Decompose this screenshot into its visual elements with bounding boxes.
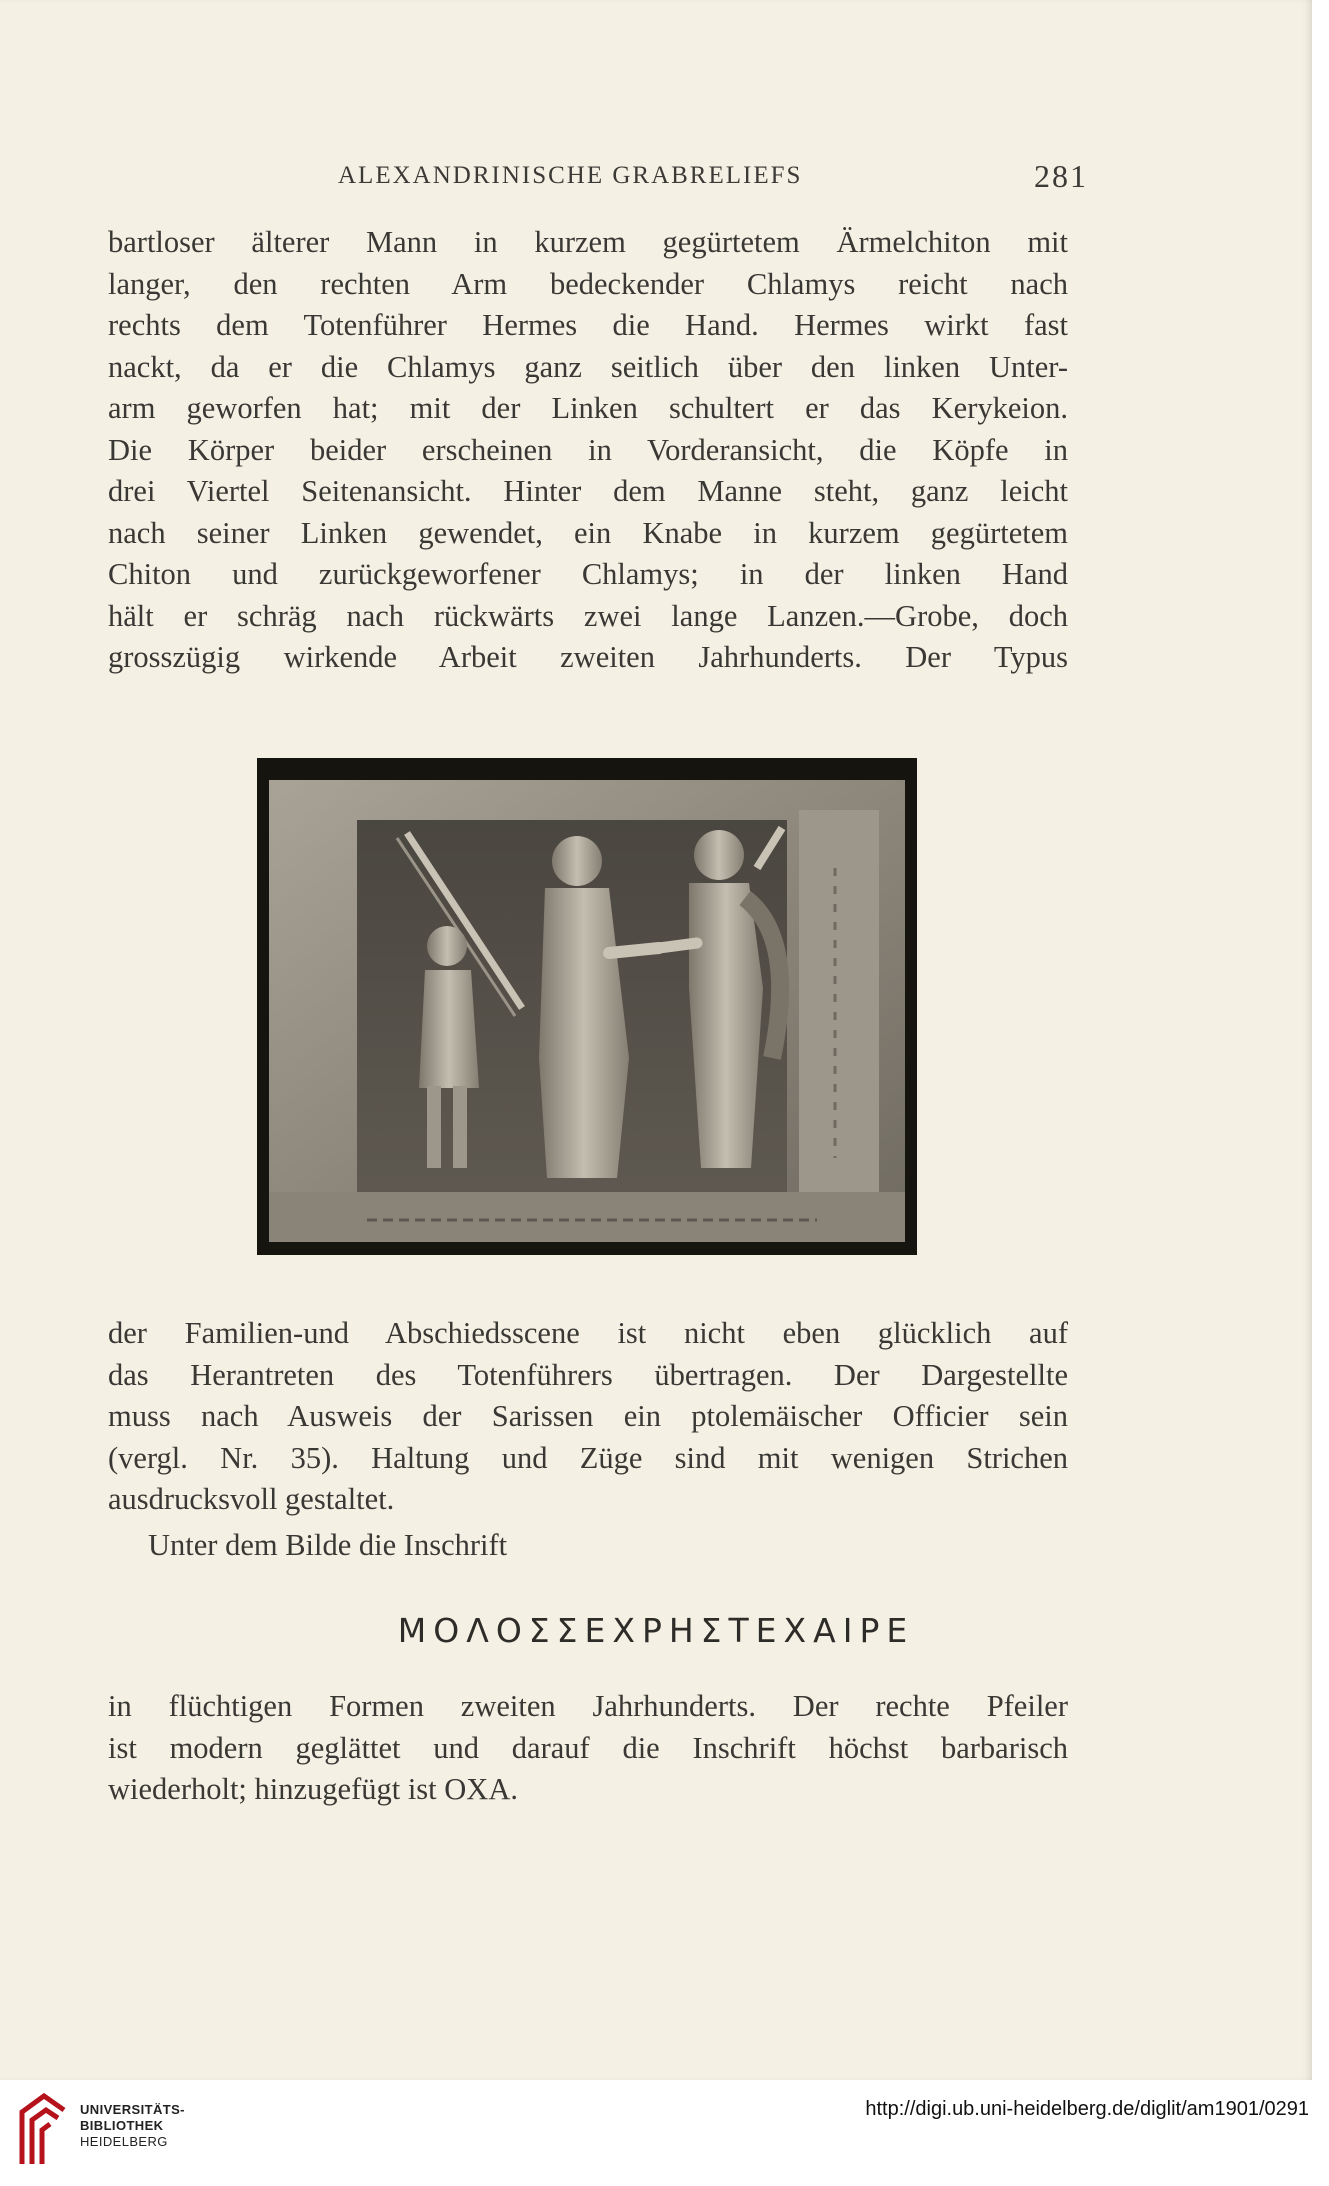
text-line: in flüchtigen Formen zweiten Jahrhunderts. Der rechte Pfeiler	[108, 1689, 1068, 1723]
text-line: der Familien-und Abschiedsscene ist nicht eben glücklich auf	[108, 1316, 1068, 1350]
body-paragraph-1	[108, 222, 1068, 679]
page-header	[108, 156, 1088, 196]
library-name-line: BIBLIOTHEK	[80, 2118, 164, 2133]
text-line last-line: wiederholt; hinzugefügt ist ΟΧΑ.	[108, 1772, 518, 1806]
library-name-line: HEIDELBERG	[80, 2134, 168, 2149]
body-paragraph-2	[108, 1313, 1068, 1521]
text-line last-line: ausdrucksvoll gestaltet.	[108, 1482, 395, 1516]
body-paragraph-3: Unter dem Bilde die Inschrift	[148, 1528, 508, 1562]
text-line: bartloser älterer Mann in kurzem gegürtetem Ärmelchiton mit	[108, 225, 1068, 259]
text-line: ist modern geglättet und darauf die Inschrift höchst barbarisch	[108, 1730, 1068, 1765]
text-line: hält er schräg nach rückwärts zwei lange Lanzen.—Grobe, doch	[108, 598, 1068, 633]
relief-photograph	[257, 758, 917, 1255]
body-paragraph-4	[108, 1686, 1068, 1811]
digitization-footer	[0, 2080, 1329, 2186]
text-line: Chiton und zurückgeworfener Chlamys; in der linken Hand	[108, 557, 1068, 591]
text-line: drei Viertel Seitenansicht. Hinter dem Manne steht, ganz leicht	[108, 474, 1068, 508]
relief-image	[257, 758, 917, 1255]
running-title: ALEXANDRINISCHE GRABRELIEFS	[338, 162, 803, 189]
text-line: (vergl. Nr. 35). Haltung und Züge sind mit wenigen Strichen	[108, 1440, 1068, 1475]
text-line: nach seiner Linken gewendet, ein Knabe in kurzem gegürtetem	[108, 515, 1068, 550]
text-line: arm geworfen hat; mit der Linken schultert er das Kerykeion.	[108, 391, 1068, 425]
text-line: muss nach Ausweis der Sarissen ein ptolemäischer Officier sein	[108, 1399, 1068, 1433]
library-name	[80, 2102, 185, 2150]
text-line: rechts dem Totenführer Hermes die Hand. Hermes wirkt fast	[108, 308, 1068, 342]
source-url-link[interactable]: http://digi.ub.uni-heidelberg.de/diglit/am1901/0291	[865, 2098, 1309, 2120]
library-name-line: UNIVERSITÄTS-	[80, 2102, 185, 2117]
university-library-logo-icon	[16, 2090, 70, 2168]
text-line: Die Körper beider erscheinen in Vorderansicht, die Köpfe in	[108, 432, 1068, 467]
page-number: 281	[1034, 158, 1088, 194]
text-line: langer, den rechten Arm bedeckender Chlamys reicht nach	[108, 266, 1068, 301]
text-line: nackt, da er die Chlamys ganz seitlich über den linken Unter-	[108, 349, 1068, 384]
text-line: das Herantreten des Totenführers übertragen. Der Dargestellte	[108, 1357, 1068, 1392]
greek-inscription: ΜΟΛΟΣΣΕΧΡΗΣΤΕΧΑΙΡΕ	[397, 1611, 915, 1650]
text-line: grosszügig wirkende Arbeit zweiten Jahrhunderts. Der Typus	[108, 640, 1068, 674]
